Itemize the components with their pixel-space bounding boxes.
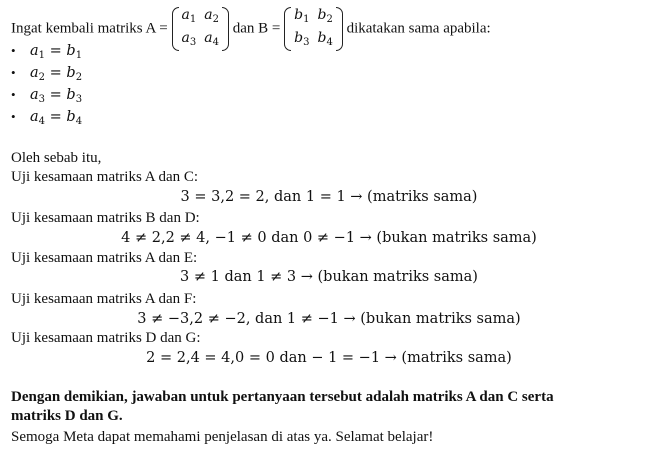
- closing-text: Semoga Meta dapat memahami penjelasan di atas ya. Selamat belajar!: [11, 429, 434, 445]
- condition-item: $a_4 = b_4$: [30, 109, 83, 127]
- test-equation: 3 ≠ −3,2 ≠ −2, dan 1 ≠ −1 → (bukan matriks sama): [137, 311, 521, 327]
- test-equation: 3 = 3,2 = 2, dan 1 = 1 → (matriks sama): [180, 189, 478, 205]
- bullet: •: [11, 43, 16, 58]
- test-heading: Uji kesamaan matriks A dan F:: [11, 291, 197, 307]
- intro-text-after: dikatakan sama apabila:: [342, 20, 491, 37]
- condition-item: $a_2 = b_2$: [30, 65, 83, 83]
- intro-line: [11, 6, 491, 52]
- conclusion-line: Dengan demikian, jawaban untuk pertanyaan tersebut adalah matriks A dan C serta: [11, 389, 554, 405]
- matrix-a-cell: $a_2$: [204, 7, 219, 25]
- intro-text-before: Ingat kembali matriks A =: [11, 20, 172, 37]
- matrix-a-cell: $a_4$: [204, 30, 219, 48]
- test-heading: Uji kesamaan matriks A dan C:: [11, 169, 199, 185]
- conclusion-line: matriks D dan G.: [11, 408, 123, 424]
- matrix-a: [172, 6, 229, 52]
- oleh-text: Oleh sebab itu,: [11, 150, 102, 166]
- condition-item: $a_1 = b_1$: [30, 43, 83, 61]
- intro-text-mid: dan B =: [229, 20, 285, 37]
- matrix-b-cell: $b_1$: [294, 7, 310, 25]
- matrix-a-cell: $a_1$: [181, 7, 197, 25]
- matrix-b-cell: $b_4$: [317, 30, 333, 48]
- matrix-b-cell: $b_3$: [294, 30, 310, 48]
- test-equation: 3 ≠ 1 dan 1 ≠ 3 → (bukan matriks sama): [180, 269, 478, 285]
- test-equation: 2 = 2,4 = 4,0 = 0 dan − 1 = −1 → (matriks sama): [146, 350, 512, 366]
- condition-item: $a_3 = b_3$: [30, 87, 83, 105]
- bullet: •: [11, 87, 16, 102]
- matrix-b: [284, 6, 343, 52]
- test-heading: Uji kesamaan matriks B dan D:: [11, 210, 200, 226]
- test-heading: Uji kesamaan matriks D dan G:: [11, 330, 201, 346]
- test-heading: Uji kesamaan matriks A dan E:: [11, 250, 198, 266]
- matrix-b-cell: $b_2$: [317, 7, 333, 25]
- test-equation: 4 ≠ 2,2 ≠ 4, −1 ≠ 0 dan 0 ≠ −1 → (bukan matriks sama): [121, 230, 537, 246]
- matrix-a-cell: $a_3$: [181, 30, 197, 48]
- bullet: •: [11, 65, 16, 80]
- bullet: •: [11, 109, 16, 124]
